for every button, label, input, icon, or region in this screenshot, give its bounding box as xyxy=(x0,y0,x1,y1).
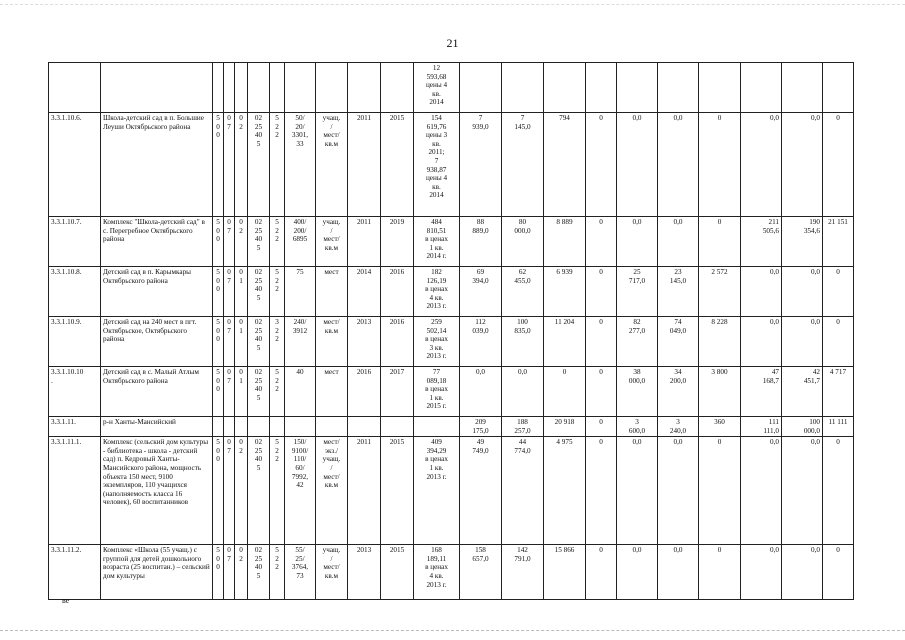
cell-value: 0,0 xyxy=(658,217,699,267)
scan-edge-top xyxy=(0,4,905,5)
cell-value: 4 975 xyxy=(544,437,586,545)
cell-value: 21 151 xyxy=(823,217,854,267)
cell-unit xyxy=(316,63,348,113)
cell-value: 0 xyxy=(586,545,617,600)
cell-value: 0,0 xyxy=(741,545,782,600)
cell-value: 25 717,0 xyxy=(617,267,658,317)
cell-value: 0 xyxy=(823,317,854,367)
cell-start-year: 2014 xyxy=(348,267,381,317)
cell-end-year: 2016 xyxy=(381,267,414,317)
cell-code-digit: 0 2 xyxy=(235,113,248,217)
cell-code-digit: 5 2 2 xyxy=(270,545,285,600)
cell-value: 0 xyxy=(586,217,617,267)
cell-row-code: 3.3.1.11.1. xyxy=(49,437,101,545)
cell-object-name: Комплекс (сельский дом культуры - библиотека - школа - детский сад) п. Кедровый Ханты-Мансийского района, мощность объекта 150 мест, 9100 экземпляров, 110 учащихся (наполняемость класса 16 человек), 60 воспитанников xyxy=(101,437,213,545)
table-row xyxy=(49,63,854,113)
table-row xyxy=(49,217,854,267)
cell-code-group: 02 25 40 5 xyxy=(248,437,270,545)
cell-value: 0,0 xyxy=(782,545,823,600)
cell-value: 158 657,0 xyxy=(460,545,502,600)
cell-code-digit xyxy=(235,417,248,437)
cell-value: 112 039,0 xyxy=(460,317,502,367)
cell-value: 0,0 xyxy=(658,437,699,545)
cell-value: 794 xyxy=(544,113,586,217)
cell-value: 47 168,7 xyxy=(741,367,782,417)
cell-value: 4 717 xyxy=(823,367,854,417)
cell-value: 0,0 xyxy=(782,437,823,545)
cell-row-code xyxy=(49,63,101,113)
cell-value: 360 xyxy=(699,417,741,437)
cell-value: 11 111 xyxy=(823,417,854,437)
cell-value: 42 451,7 xyxy=(782,367,823,417)
cell-value: 0,0 xyxy=(617,437,658,545)
cell-start-year: 2013 xyxy=(348,545,381,600)
table-row xyxy=(49,545,854,600)
cell-code-group: 02 25 40 5 xyxy=(248,113,270,217)
table-row xyxy=(49,267,854,317)
cell-code-digit: 0 7 xyxy=(224,113,235,217)
cell-code-group: 02 25 40 5 xyxy=(248,217,270,267)
table-row xyxy=(49,437,854,545)
cell-value xyxy=(741,63,782,113)
cell-value: 0 xyxy=(586,417,617,437)
page-number: 21 xyxy=(446,36,459,50)
cell-value: 20 918 xyxy=(544,417,586,437)
cell-code-digit: 5 0 0 xyxy=(213,545,224,600)
cell-value: 0,0 xyxy=(741,113,782,217)
cell-code-digit xyxy=(270,63,285,113)
cell-code-digit: 0 7 xyxy=(224,217,235,267)
cell-value: 0 xyxy=(586,367,617,417)
cell-value: 2 572 xyxy=(699,267,741,317)
cell-object-name: Детский сад в с. Малый Атлым Октябрьского района xyxy=(101,367,213,417)
cell-value xyxy=(617,63,658,113)
cell-value: 38 000,0 xyxy=(617,367,658,417)
cell-code-digit: 0 1 xyxy=(235,317,248,367)
cell-code-digit: 5 0 0 xyxy=(213,367,224,417)
cell-code-digit xyxy=(270,417,285,437)
cell-value: 142 791,0 xyxy=(502,545,544,600)
cell-unit: мест xyxy=(316,367,348,417)
program-table xyxy=(48,62,854,600)
cell-code-group: 02 25 40 5 xyxy=(248,317,270,367)
cell-value: 0 xyxy=(823,437,854,545)
cell-value: 190 354,6 xyxy=(782,217,823,267)
cell-value: 0 xyxy=(586,437,617,545)
cell-value: 3 240,0 xyxy=(658,417,699,437)
cell-value: 88 889,0 xyxy=(460,217,502,267)
cell-estimated-cost: 484 810,51 в ценах 1 кв. 2014 г. xyxy=(414,217,460,267)
cell-end-year: 2017 xyxy=(381,367,414,417)
cell-value xyxy=(782,63,823,113)
cell-code-digit xyxy=(224,63,235,113)
cell-capacity: 50/ 20/ 3301, 33 xyxy=(285,113,316,217)
cell-code-digit: 3 2 2 xyxy=(270,317,285,367)
cell-end-year: 2015 xyxy=(381,437,414,545)
cell-start-year xyxy=(348,63,381,113)
cell-capacity xyxy=(285,63,316,113)
cell-value xyxy=(460,63,502,113)
cell-value: 15 866 xyxy=(544,545,586,600)
cell-unit: учащ. / мест/ кв.м xyxy=(316,545,348,600)
cell-row-code: 3.3.1.11. xyxy=(49,417,101,437)
cell-end-year: 2015 xyxy=(381,113,414,217)
cell-end-year: 2019 xyxy=(381,217,414,267)
cell-end-year: 2016 xyxy=(381,317,414,367)
cell-value: 0,0 xyxy=(782,267,823,317)
cell-code-digit xyxy=(213,63,224,113)
cell-value: 34 200,0 xyxy=(658,367,699,417)
cell-value: 209 175,0 xyxy=(460,417,502,437)
cell-object-name: Школа-детский сад в п. Большие Леуши Октябрьского района xyxy=(101,113,213,217)
cell-value: 0,0 xyxy=(741,317,782,367)
cell-value: 23 145,0 xyxy=(658,267,699,317)
cell-code-digit: 0 2 xyxy=(235,217,248,267)
cell-code-digit: 5 0 0 xyxy=(213,217,224,267)
cell-value xyxy=(823,63,854,113)
table-row xyxy=(49,113,854,217)
cell-unit: мест xyxy=(316,267,348,317)
cell-value: 0,0 xyxy=(502,367,544,417)
cell-capacity xyxy=(285,417,316,437)
cell-value: 188 257,0 xyxy=(502,417,544,437)
cell-code-group xyxy=(248,63,270,113)
cell-value: 0,0 xyxy=(617,217,658,267)
cell-value: 11 204 xyxy=(544,317,586,367)
cell-code-group: 02 25 40 5 xyxy=(248,545,270,600)
cell-estimated-cost: 154 619,76 цены 3 кв. 2011; 7 938,87 цены 4 кв. 2014 xyxy=(414,113,460,217)
cell-estimated-cost: 77 089,18 в ценах 1 кв. 2015 г. xyxy=(414,367,460,417)
cell-estimated-cost: 168 189,11 в ценах 4 кв. 2013 г. xyxy=(414,545,460,600)
cell-value: 6 939 xyxy=(544,267,586,317)
cell-row-code: 3.3.1.10.8. xyxy=(49,267,101,317)
cell-value: 0,0 xyxy=(782,113,823,217)
cell-value: 3 800 xyxy=(699,367,741,417)
cell-start-year: 2011 xyxy=(348,217,381,267)
cell-code-digit: 0 1 xyxy=(235,267,248,317)
cell-value xyxy=(658,63,699,113)
cell-code-digit: 5 2 2 xyxy=(270,367,285,417)
table-row xyxy=(49,367,854,417)
cell-code-digit: 0 1 xyxy=(235,367,248,417)
cell-end-year xyxy=(381,63,414,113)
cell-value xyxy=(699,63,741,113)
cell-value: 62 455,0 xyxy=(502,267,544,317)
cell-code-group xyxy=(248,417,270,437)
cell-value: 0,0 xyxy=(782,317,823,367)
cell-capacity: 400/ 200/ 6895 xyxy=(285,217,316,267)
cell-start-year: 2011 xyxy=(348,437,381,545)
cell-value: 0,0 xyxy=(460,367,502,417)
cell-object-name xyxy=(101,63,213,113)
cell-value: 3 600,0 xyxy=(617,417,658,437)
cell-start-year xyxy=(348,417,381,437)
cell-value: 0,0 xyxy=(741,267,782,317)
cell-code-digit: 0 2 xyxy=(235,437,248,545)
cell-value: 74 049,0 xyxy=(658,317,699,367)
cell-value: 0 xyxy=(544,367,586,417)
cell-object-name: Комплекс «Школа (55 учащ.) с группой для детей дошкольного возраста (25 воспитан.) – сельский дом культуры xyxy=(101,545,213,600)
cell-capacity: 40 xyxy=(285,367,316,417)
cell-value: 0 xyxy=(823,113,854,217)
cell-code-digit: 0 7 xyxy=(224,267,235,317)
cell-value: 100 835,0 xyxy=(502,317,544,367)
cell-capacity: 75 xyxy=(285,267,316,317)
cell-end-year xyxy=(381,417,414,437)
cell-value: 100 000,0 xyxy=(782,417,823,437)
cell-value: 49 749,0 xyxy=(460,437,502,545)
cell-row-code: 3.3.1.11.2. xyxy=(49,545,101,600)
cell-estimated-cost xyxy=(414,417,460,437)
cell-value: 0,0 xyxy=(658,113,699,217)
cell-estimated-cost: 182 126,19 в ценах 4 кв. 2013 г. xyxy=(414,267,460,317)
cell-value: 0 xyxy=(699,113,741,217)
cell-object-name: Комплекс "Школа-детский сад" в с. Перегребное Октябрьского района xyxy=(101,217,213,267)
cell-value: 211 505,6 xyxy=(741,217,782,267)
cell-code-group: 02 25 40 5 xyxy=(248,367,270,417)
cell-capacity: 150/ 9100/ 110/ 60/ 7992, 42 xyxy=(285,437,316,545)
cell-value: 0 xyxy=(699,437,741,545)
cell-unit xyxy=(316,417,348,437)
cell-value: 0 xyxy=(823,267,854,317)
cell-value: 0,0 xyxy=(617,113,658,217)
cell-value: 0 xyxy=(699,217,741,267)
cell-value: 111 111,0 xyxy=(741,417,782,437)
table-row xyxy=(49,417,854,437)
cell-value: 0 xyxy=(586,317,617,367)
cell-code-digit: 5 0 0 xyxy=(213,317,224,367)
cell-code-digit: 5 0 0 xyxy=(213,437,224,545)
cell-capacity: 240/ 3912 xyxy=(285,317,316,367)
cell-value: 69 394,0 xyxy=(460,267,502,317)
cell-value: 0 xyxy=(823,545,854,600)
scan-edge-bottom xyxy=(0,630,905,631)
cell-code-digit xyxy=(213,417,224,437)
cell-capacity: 55/ 25/ 3764, 73 xyxy=(285,545,316,600)
cell-code-digit: 5 2 2 xyxy=(270,267,285,317)
cell-end-year: 2015 xyxy=(381,545,414,600)
cell-value: 0 xyxy=(586,113,617,217)
cell-row-code: 3.3.1.10.10 . xyxy=(49,367,101,417)
cell-code-digit: 0 2 xyxy=(235,545,248,600)
cell-value xyxy=(586,63,617,113)
cell-code-group: 02 25 40 5 xyxy=(248,267,270,317)
cell-unit: мест/ кв.м xyxy=(316,317,348,367)
cell-value xyxy=(544,63,586,113)
cell-value: 0,0 xyxy=(617,545,658,600)
cell-unit: учащ. / мест/ кв.м xyxy=(316,217,348,267)
cell-value: 0,0 xyxy=(658,545,699,600)
cell-code-digit: 5 0 0 xyxy=(213,113,224,217)
cell-code-digit: 0 7 xyxy=(224,545,235,600)
cell-start-year: 2016 xyxy=(348,367,381,417)
cell-value: 80 000,0 xyxy=(502,217,544,267)
cell-value: 8 228 xyxy=(699,317,741,367)
cell-estimated-cost: 259 502,14 в ценах 3 кв. 2013 г. xyxy=(414,317,460,367)
cell-code-digit: 0 7 xyxy=(224,317,235,367)
cell-unit: мест/ экз./ учащ. / мест/ кв.м xyxy=(316,437,348,545)
cell-code-digit: 0 7 xyxy=(224,437,235,545)
cell-row-code: 3.3.1.10.6. xyxy=(49,113,101,217)
cell-object-name: Детский сад на 240 мест в пгт. Октябрьское, Октябрьского района xyxy=(101,317,213,367)
cell-code-digit: 0 7 xyxy=(224,367,235,417)
cell-value: 0 xyxy=(699,545,741,600)
cell-object-name: р-н Ханты-Мансийский xyxy=(101,417,213,437)
cell-value: 0 xyxy=(586,267,617,317)
cell-estimated-cost: 12 593,68 цены 4 кв. 2014 xyxy=(414,63,460,113)
cell-row-code: 3.3.1.10.7. xyxy=(49,217,101,267)
cell-start-year: 2011 xyxy=(348,113,381,217)
cell-code-digit xyxy=(235,63,248,113)
table-row xyxy=(49,317,854,367)
cell-code-digit: 5 2 2 xyxy=(270,437,285,545)
cell-row-code: 3.3.1.10.9. xyxy=(49,317,101,367)
cell-object-name: Детский сад в п. Карымкары Октябрьского района xyxy=(101,267,213,317)
cell-code-digit: 5 2 2 xyxy=(270,113,285,217)
cell-value: 7 939,0 xyxy=(460,113,502,217)
cell-value: 7 145,0 xyxy=(502,113,544,217)
cell-value: 44 774,0 xyxy=(502,437,544,545)
cell-code-digit xyxy=(224,417,235,437)
cell-value: 8 889 xyxy=(544,217,586,267)
cell-unit: учащ. / мест/ кв.м xyxy=(316,113,348,217)
footnote-mark: ве xyxy=(62,596,70,605)
cell-value: 82 277,0 xyxy=(617,317,658,367)
cell-value xyxy=(502,63,544,113)
cell-estimated-cost: 409 394,29 в ценах 1 кв. 2013 г. xyxy=(414,437,460,545)
cell-value: 0,0 xyxy=(741,437,782,545)
cell-start-year: 2013 xyxy=(348,317,381,367)
cell-code-digit: 5 0 0 xyxy=(213,267,224,317)
cell-code-digit: 5 2 2 xyxy=(270,217,285,267)
